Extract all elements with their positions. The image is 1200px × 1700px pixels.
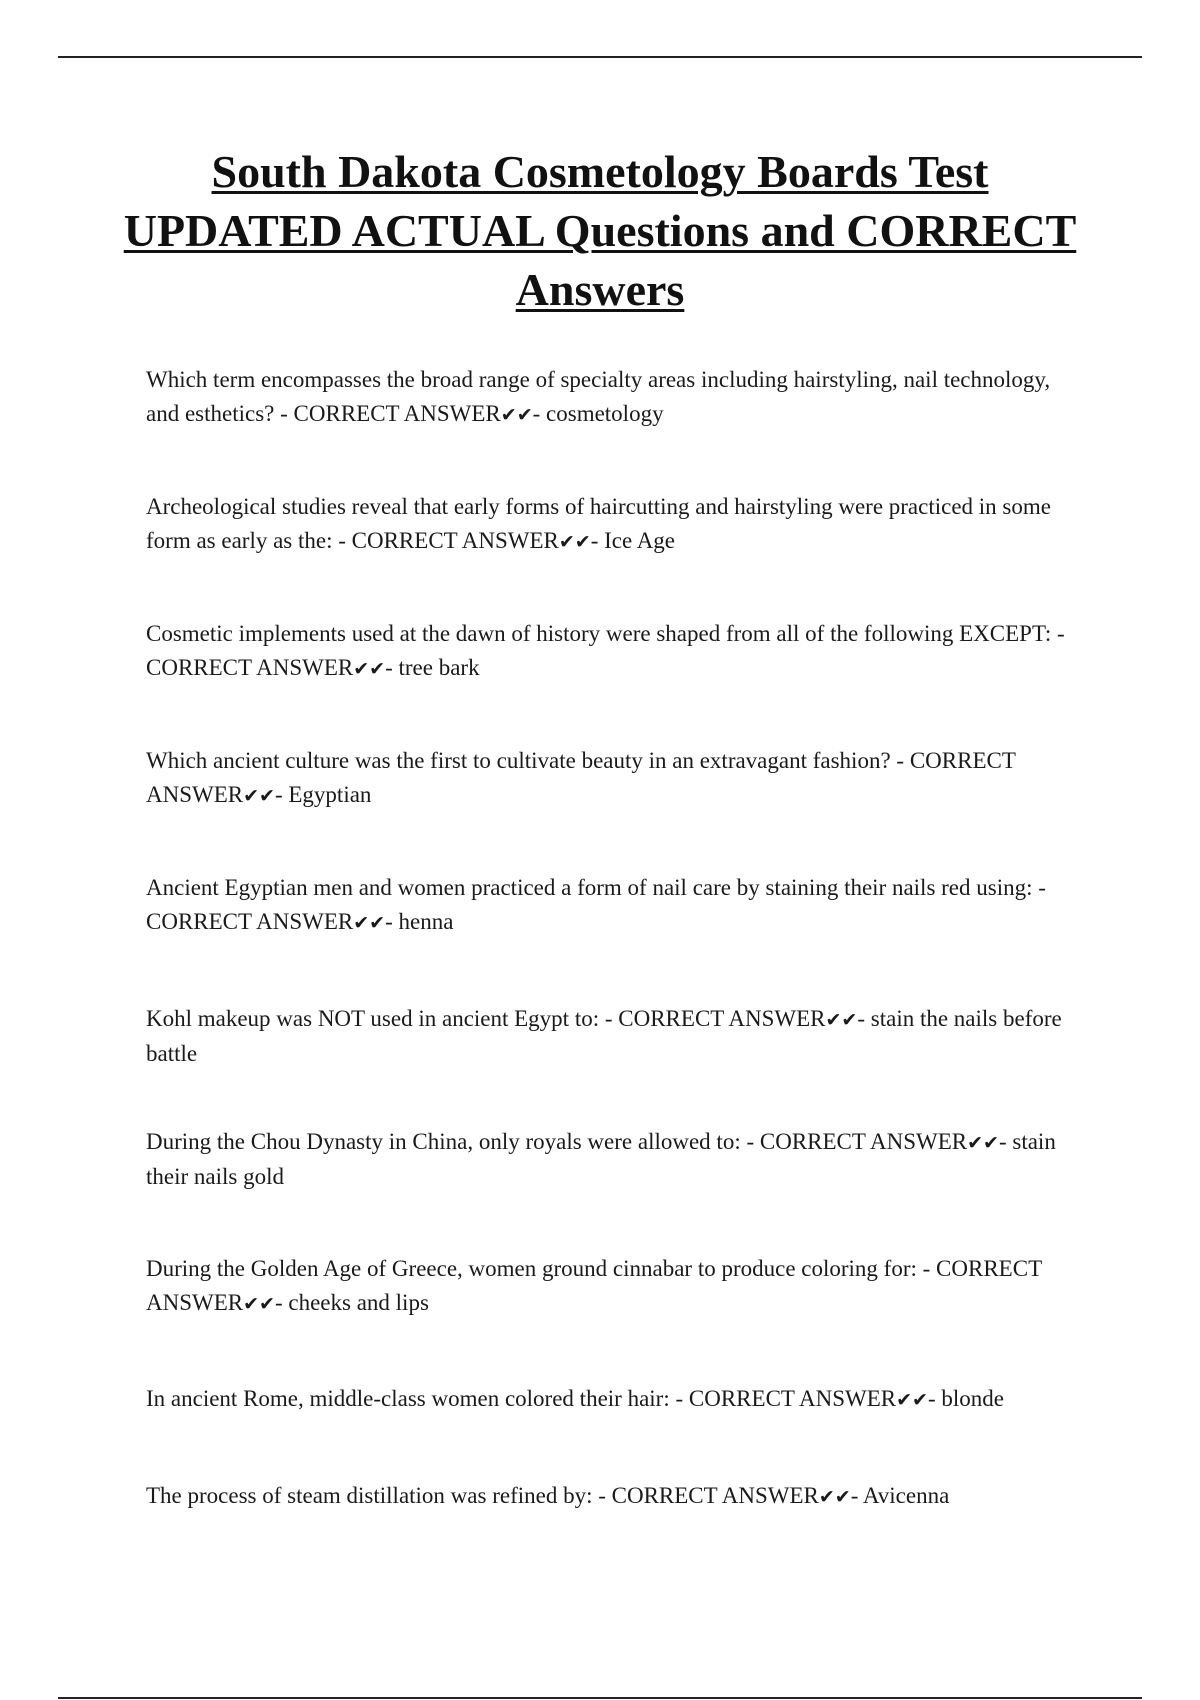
question-text: Which term encompasses the broad range of specialty areas including hairstyling, nail technology, and esthetics? - CORRECT ANSWER	[146, 367, 1051, 426]
answer-text: - Egyptian	[274, 782, 372, 807]
qa-item	[146, 1002, 1066, 1071]
question-text: During the Chou Dynasty in China, only royals were allowed to: - CORRECT ANSWER	[146, 1129, 968, 1154]
checkmark-icon: ✔✔	[896, 1389, 928, 1411]
checkmark-icon: ✔✔	[353, 658, 386, 680]
document-title: South Dakota Cosmetology Boards Test UPDATED ACTUAL Questions and CORRECT Answers	[123, 146, 1077, 315]
question-text: Cosmetic implements used at the dawn of history were shaped from all of the following EXCEPT: - CORRECT ANSWER	[146, 621, 1065, 680]
qa-item	[146, 744, 1066, 813]
qa-item	[146, 1382, 1066, 1417]
answer-text: - henna	[385, 909, 454, 934]
question-text: In ancient Rome, middle-class women colored their hair: - CORRECT ANSWER	[146, 1386, 897, 1411]
answer-text: - Avicenna	[850, 1483, 950, 1508]
question-text: During the Golden Age of Greece, women ground cinnabar to produce coloring for: - CORRECT ANSWER	[146, 1256, 1042, 1315]
checkmark-icon: ✔✔	[818, 1486, 851, 1508]
checkmark-icon: ✔✔	[825, 1009, 858, 1031]
question-text: The process of steam distillation was refined by: - CORRECT ANSWER	[146, 1483, 819, 1508]
answer-text: - cosmetology	[532, 401, 664, 426]
answer-text: - stain the nails before battle	[146, 1006, 1062, 1066]
top-rule	[58, 56, 1142, 58]
qa-item	[146, 363, 1066, 432]
question-text: Ancient Egyptian men and women practiced a form of nail care by staining their nails red using: - CORRECT ANSWER	[146, 875, 1046, 934]
answer-text: - blonde	[927, 1386, 1004, 1411]
question-text: Archeological studies reveal that early forms of haircutting and hairstyling were practiced in some form as early as the: - CORRECT ANSWER	[146, 494, 1051, 553]
qa-item	[146, 1479, 1066, 1514]
qa-item	[146, 1252, 1066, 1321]
checkmark-icon: ✔✔	[558, 531, 591, 553]
qa-item	[146, 1125, 1066, 1194]
qa-item	[146, 490, 1066, 559]
answer-text: - tree bark	[385, 655, 480, 680]
bottom-rule	[58, 1697, 1142, 1699]
answer-text: - cheeks and lips	[274, 1290, 429, 1315]
answer-text: - stain their nails gold	[146, 1129, 1056, 1189]
checkmark-icon: ✔✔	[500, 404, 533, 426]
checkmark-icon: ✔✔	[967, 1132, 999, 1154]
qa-item	[146, 617, 1066, 686]
question-text: Which ancient culture was the first to cultivate beauty in an extravagant fashion? - CORRECT ANSWER	[146, 748, 1016, 807]
checkmark-icon: ✔✔	[243, 1293, 275, 1315]
answer-text: - Ice Age	[590, 528, 676, 553]
checkmark-icon: ✔✔	[243, 785, 275, 807]
checkmark-icon: ✔✔	[353, 912, 386, 934]
question-text: Kohl makeup was NOT used in ancient Egypt to: - CORRECT ANSWER	[146, 1006, 826, 1031]
qa-item	[146, 871, 1066, 940]
